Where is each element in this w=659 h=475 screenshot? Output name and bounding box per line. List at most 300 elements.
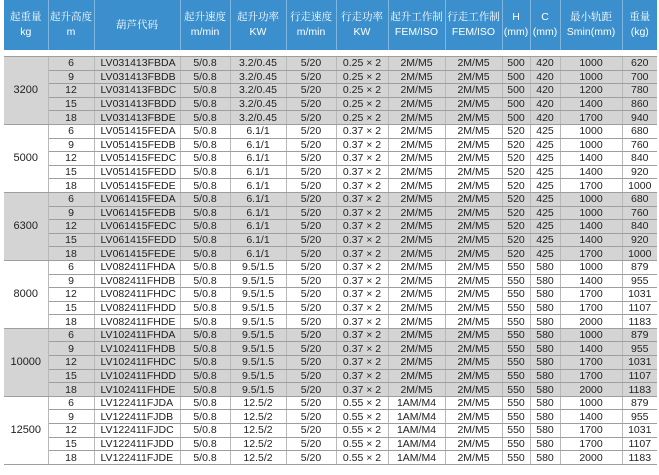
col-capacity-header: 起重量 kg [4, 0, 48, 50]
c-cell: 425 [530, 138, 560, 152]
weight-cell: 760 [622, 206, 657, 220]
lift-height-cell: 9 [48, 410, 94, 424]
lift-duty-cell: 1AM/M4 [388, 437, 445, 451]
lift-speed-cell: 5/0.8 [180, 396, 230, 410]
travel-speed-cell: 5/20 [286, 383, 336, 397]
h-cell: 550 [502, 342, 530, 356]
lift-speed-cell: 5/0.8 [180, 247, 230, 261]
travel-speed-cell: 5/20 [286, 97, 336, 111]
h-cell: 550 [502, 356, 530, 370]
travel-power-cell: 0.37 × 2 [336, 192, 388, 206]
lift-speed-cell: 5/0.8 [180, 301, 230, 315]
weight-cell: 1031 [622, 424, 657, 438]
table-row [4, 424, 657, 438]
table-row [4, 152, 657, 166]
table-row [4, 410, 657, 424]
travel-duty-cell: 2M/M5 [445, 233, 502, 247]
hoist-code-cell: LV122411FJDD [94, 437, 180, 451]
min-gauge-cell: 1400 [560, 342, 622, 356]
c-cell: 425 [530, 165, 560, 179]
weight-cell: 879 [622, 260, 657, 274]
travel-power-cell: 0.37 × 2 [336, 179, 388, 193]
lift-duty-cell: 1AM/M4 [388, 396, 445, 410]
lift-height-cell: 12 [48, 356, 94, 370]
c-cell: 425 [530, 247, 560, 261]
lift-duty-cell: 2M/M5 [388, 247, 445, 261]
hoist-code-cell: LV082411FHDA [94, 260, 180, 274]
hoist-code-cell: LV122411FJDE [94, 451, 180, 465]
travel-speed-cell: 5/20 [286, 220, 336, 234]
lift-duty-cell: 2M/M5 [388, 57, 445, 71]
capacity-cell: 6300 [4, 192, 48, 260]
c-cell: 580 [530, 328, 560, 342]
lift-speed-cell: 5/0.8 [180, 274, 230, 288]
lift-speed-cell: 5/0.8 [180, 315, 230, 329]
table-row [4, 437, 657, 451]
c-cell: 420 [530, 97, 560, 111]
travel-duty-cell: 2M/M5 [445, 206, 502, 220]
lift-power-cell: 9.5/1.5 [230, 288, 286, 302]
hoist-code-cell: LV031413FBDC [94, 84, 180, 98]
h-cell: 500 [502, 70, 530, 84]
min-gauge-cell: 1700 [560, 356, 622, 370]
c-cell: 580 [530, 410, 560, 424]
travel-power-cell: 0.37 × 2 [336, 152, 388, 166]
table-row [4, 111, 657, 125]
lift-height-cell: 9 [48, 274, 94, 288]
capacity-cell: 5000 [4, 124, 48, 192]
travel-power-cell: 0.37 × 2 [336, 124, 388, 138]
table-row [4, 138, 657, 152]
travel-power-cell: 0.55 × 2 [336, 424, 388, 438]
travel-duty-cell: 2M/M5 [445, 220, 502, 234]
weight-cell: 940 [622, 111, 657, 125]
lift-height-cell: 6 [48, 396, 94, 410]
table-row [4, 383, 657, 397]
lift-power-cell: 12.5/2 [230, 424, 286, 438]
weight-cell: 879 [622, 328, 657, 342]
travel-speed-cell: 5/20 [286, 424, 336, 438]
travel-duty-cell: 2M/M5 [445, 111, 502, 125]
lift-power-cell: 9.5/1.5 [230, 328, 286, 342]
h-cell: 550 [502, 288, 530, 302]
table-row [4, 165, 657, 179]
weight-cell: 879 [622, 396, 657, 410]
min-gauge-cell: 1700 [560, 369, 622, 383]
c-cell: 425 [530, 206, 560, 220]
c-cell: 425 [530, 220, 560, 234]
h-cell: 500 [502, 111, 530, 125]
travel-duty-cell: 2M/M5 [445, 124, 502, 138]
lift-power-cell: 6.1/1 [230, 152, 286, 166]
lift-height-cell: 12 [48, 424, 94, 438]
travel-power-cell: 0.37 × 2 [336, 369, 388, 383]
c-cell: 580 [530, 437, 560, 451]
min-gauge-cell: 1400 [560, 410, 622, 424]
lift-duty-cell: 2M/M5 [388, 233, 445, 247]
weight-cell: 1183 [622, 383, 657, 397]
min-gauge-cell: 1700 [560, 111, 622, 125]
lift-power-cell: 12.5/2 [230, 437, 286, 451]
min-gauge-cell: 1000 [560, 328, 622, 342]
travel-speed-cell: 5/20 [286, 396, 336, 410]
weight-cell: 955 [622, 342, 657, 356]
travel-power-cell: 0.37 × 2 [336, 288, 388, 302]
travel-duty-cell: 2M/M5 [445, 410, 502, 424]
lift-speed-cell: 5/0.8 [180, 84, 230, 98]
lift-speed-cell: 5/0.8 [180, 288, 230, 302]
hoist-code-cell: LV051415FEDE [94, 179, 180, 193]
lift-power-cell: 9.5/1.5 [230, 315, 286, 329]
col-h-header: H (mm) [502, 0, 530, 50]
lift-power-cell: 3.2/0.45 [230, 97, 286, 111]
min-gauge-cell: 1700 [560, 288, 622, 302]
lift-height-cell: 6 [48, 124, 94, 138]
hoist-code-cell: LV102411FHDD [94, 369, 180, 383]
weight-cell: 1107 [622, 301, 657, 315]
weight-cell: 760 [622, 138, 657, 152]
travel-duty-cell: 2M/M5 [445, 315, 502, 329]
lift-speed-cell: 5/0.8 [180, 165, 230, 179]
lift-power-cell: 3.2/0.45 [230, 70, 286, 84]
hoist-code-cell: LV122411FJDA [94, 396, 180, 410]
travel-power-cell: 0.55 × 2 [336, 410, 388, 424]
table-row [4, 220, 657, 234]
lift-duty-cell: 2M/M5 [388, 111, 445, 125]
lift-duty-cell: 2M/M5 [388, 342, 445, 356]
travel-duty-cell: 2M/M5 [445, 179, 502, 193]
c-cell: 580 [530, 260, 560, 274]
table-row [4, 260, 657, 274]
lift-height-cell: 18 [48, 383, 94, 397]
table-row [4, 288, 657, 302]
travel-duty-cell: 2M/M5 [445, 274, 502, 288]
travel-power-cell: 0.55 × 2 [336, 437, 388, 451]
lift-height-cell: 6 [48, 328, 94, 342]
travel-speed-cell: 5/20 [286, 152, 336, 166]
travel-power-cell: 0.37 × 2 [336, 274, 388, 288]
table-row [4, 70, 657, 84]
h-cell: 520 [502, 124, 530, 138]
col-hoist-code-header: 葫芦代码 [94, 0, 180, 50]
travel-speed-cell: 5/20 [286, 206, 336, 220]
lift-height-cell: 15 [48, 301, 94, 315]
lift-duty-cell: 2M/M5 [388, 383, 445, 397]
lift-power-cell: 6.1/1 [230, 124, 286, 138]
travel-duty-cell: 2M/M5 [445, 342, 502, 356]
travel-duty-cell: 2M/M5 [445, 288, 502, 302]
travel-duty-cell: 2M/M5 [445, 328, 502, 342]
lift-power-cell: 6.1/1 [230, 233, 286, 247]
weight-cell: 1000 [622, 179, 657, 193]
weight-cell: 620 [622, 57, 657, 71]
weight-cell: 860 [622, 97, 657, 111]
travel-speed-cell: 5/20 [286, 437, 336, 451]
min-gauge-cell: 1000 [560, 124, 622, 138]
hoist-code-cell: LV061415FEDE [94, 247, 180, 261]
lift-height-cell: 6 [48, 192, 94, 206]
hoist-code-cell: LV082411FHDB [94, 274, 180, 288]
min-gauge-cell: 1000 [560, 138, 622, 152]
hoist-code-cell: LV102411FHDB [94, 342, 180, 356]
min-gauge-cell: 1400 [560, 97, 622, 111]
c-cell: 580 [530, 396, 560, 410]
col-weight-header: 重量 (kg) [622, 0, 657, 50]
c-cell: 580 [530, 301, 560, 315]
table-row [4, 179, 657, 193]
travel-duty-cell: 2M/M5 [445, 356, 502, 370]
lift-duty-cell: 2M/M5 [388, 70, 445, 84]
lift-height-cell: 9 [48, 342, 94, 356]
travel-power-cell: 0.37 × 2 [336, 206, 388, 220]
travel-speed-cell: 5/20 [286, 328, 336, 342]
h-cell: 520 [502, 138, 530, 152]
lift-height-cell: 12 [48, 220, 94, 234]
lift-speed-cell: 5/0.8 [180, 437, 230, 451]
capacity-cell: 10000 [4, 328, 48, 396]
travel-power-cell: 0.37 × 2 [336, 356, 388, 370]
lift-speed-cell: 5/0.8 [180, 342, 230, 356]
lift-power-cell: 9.5/1.5 [230, 356, 286, 370]
weight-cell: 680 [622, 124, 657, 138]
weight-cell: 1107 [622, 437, 657, 451]
travel-speed-cell: 5/20 [286, 247, 336, 261]
h-cell: 550 [502, 410, 530, 424]
c-cell: 580 [530, 315, 560, 329]
lift-power-cell: 9.5/1.5 [230, 369, 286, 383]
travel-speed-cell: 5/20 [286, 179, 336, 193]
h-cell: 520 [502, 220, 530, 234]
travel-speed-cell: 5/20 [286, 288, 336, 302]
table-body [4, 57, 657, 465]
lift-speed-cell: 5/0.8 [180, 97, 230, 111]
lift-power-cell: 3.2/0.45 [230, 111, 286, 125]
hoist-code-cell: LV061415FEDA [94, 192, 180, 206]
hoist-code-cell: LV061415FEDC [94, 220, 180, 234]
col-lift-power-header: 起升功率 KW [230, 0, 286, 50]
weight-cell: 1000 [622, 247, 657, 261]
travel-speed-cell: 5/20 [286, 57, 336, 71]
travel-power-cell: 0.37 × 2 [336, 247, 388, 261]
hoist-code-cell: LV051415FEDA [94, 124, 180, 138]
lift-speed-cell: 5/0.8 [180, 383, 230, 397]
min-gauge-cell: 1400 [560, 165, 622, 179]
weight-cell: 780 [622, 84, 657, 98]
lift-height-cell: 15 [48, 233, 94, 247]
table-row [4, 342, 657, 356]
table-row [4, 396, 657, 410]
min-gauge-cell: 2000 [560, 451, 622, 465]
travel-duty-cell: 2M/M5 [445, 97, 502, 111]
travel-speed-cell: 5/20 [286, 111, 336, 125]
travel-power-cell: 0.25 × 2 [336, 84, 388, 98]
weight-cell: 1107 [622, 369, 657, 383]
travel-speed-cell: 5/20 [286, 84, 336, 98]
travel-power-cell: 0.25 × 2 [336, 70, 388, 84]
lift-speed-cell: 5/0.8 [180, 152, 230, 166]
travel-speed-cell: 5/20 [286, 233, 336, 247]
travel-speed-cell: 5/20 [286, 260, 336, 274]
table-row [4, 369, 657, 383]
table-row [4, 124, 657, 138]
travel-speed-cell: 5/20 [286, 192, 336, 206]
h-cell: 550 [502, 315, 530, 329]
travel-power-cell: 0.37 × 2 [336, 165, 388, 179]
travel-speed-cell: 5/20 [286, 410, 336, 424]
weight-cell: 920 [622, 165, 657, 179]
hoist-code-cell: LV082411FHDC [94, 288, 180, 302]
hoist-code-cell: LV051415FEDC [94, 152, 180, 166]
h-cell: 550 [502, 451, 530, 465]
h-cell: 550 [502, 424, 530, 438]
lift-duty-cell: 2M/M5 [388, 152, 445, 166]
lift-height-cell: 18 [48, 111, 94, 125]
travel-duty-cell: 2M/M5 [445, 70, 502, 84]
hoist-code-cell: LV061415FEDB [94, 206, 180, 220]
min-gauge-cell: 1400 [560, 220, 622, 234]
weight-cell: 920 [622, 233, 657, 247]
lift-power-cell: 6.1/1 [230, 165, 286, 179]
min-gauge-cell: 1400 [560, 152, 622, 166]
travel-duty-cell: 2M/M5 [445, 424, 502, 438]
lift-duty-cell: 2M/M5 [388, 315, 445, 329]
lift-speed-cell: 5/0.8 [180, 138, 230, 152]
lift-power-cell: 9.5/1.5 [230, 342, 286, 356]
c-cell: 580 [530, 342, 560, 356]
min-gauge-cell: 1000 [560, 192, 622, 206]
travel-speed-cell: 5/20 [286, 274, 336, 288]
min-gauge-cell: 1000 [560, 70, 622, 84]
lift-speed-cell: 5/0.8 [180, 356, 230, 370]
travel-duty-cell: 2M/M5 [445, 84, 502, 98]
lift-height-cell: 6 [48, 57, 94, 71]
hoist-code-cell: LV031413FBDD [94, 97, 180, 111]
hoist-code-cell: LV102411FHDA [94, 328, 180, 342]
weight-cell: 700 [622, 70, 657, 84]
table-row [4, 328, 657, 342]
lift-speed-cell: 5/0.8 [180, 424, 230, 438]
lift-height-cell: 15 [48, 437, 94, 451]
lift-power-cell: 6.1/1 [230, 220, 286, 234]
c-cell: 425 [530, 233, 560, 247]
min-gauge-cell: 2000 [560, 383, 622, 397]
capacity-cell: 3200 [4, 57, 48, 125]
col-lift-speed-header: 起升速度 m/min [180, 0, 230, 50]
lift-height-cell: 15 [48, 165, 94, 179]
hoist-code-cell: LV122411FJDC [94, 424, 180, 438]
lift-duty-cell: 2M/M5 [388, 274, 445, 288]
c-cell: 420 [530, 57, 560, 71]
table-header [4, 0, 657, 57]
min-gauge-cell: 2000 [560, 315, 622, 329]
h-cell: 520 [502, 233, 530, 247]
weight-cell: 1031 [622, 356, 657, 370]
travel-speed-cell: 5/20 [286, 138, 336, 152]
min-gauge-cell: 1000 [560, 206, 622, 220]
travel-duty-cell: 2M/M5 [445, 247, 502, 261]
c-cell: 425 [530, 192, 560, 206]
c-cell: 580 [530, 274, 560, 288]
travel-duty-cell: 2M/M5 [445, 138, 502, 152]
min-gauge-cell: 1400 [560, 274, 622, 288]
travel-power-cell: 0.37 × 2 [336, 260, 388, 274]
hoist-code-cell: LV122411FJDB [94, 410, 180, 424]
weight-cell: 1031 [622, 288, 657, 302]
travel-duty-cell: 2M/M5 [445, 301, 502, 315]
travel-power-cell: 0.37 × 2 [336, 342, 388, 356]
travel-power-cell: 0.25 × 2 [336, 97, 388, 111]
c-cell: 420 [530, 111, 560, 125]
lift-duty-cell: 2M/M5 [388, 124, 445, 138]
min-gauge-cell: 1700 [560, 301, 622, 315]
c-cell: 580 [530, 451, 560, 465]
lift-height-cell: 15 [48, 369, 94, 383]
travel-speed-cell: 5/20 [286, 451, 336, 465]
hoist-code-cell: LV061415FEDD [94, 233, 180, 247]
lift-duty-cell: 2M/M5 [388, 260, 445, 274]
lift-duty-cell: 1AM/M4 [388, 410, 445, 424]
travel-duty-cell: 2M/M5 [445, 369, 502, 383]
lift-speed-cell: 5/0.8 [180, 206, 230, 220]
h-cell: 550 [502, 437, 530, 451]
lift-duty-cell: 2M/M5 [388, 192, 445, 206]
table-row [4, 192, 657, 206]
lift-height-cell: 18 [48, 179, 94, 193]
col-lift-duty-header: 起升工作制 FEM/ISO [388, 0, 445, 50]
travel-duty-cell: 2M/M5 [445, 165, 502, 179]
c-cell: 425 [530, 124, 560, 138]
hoist-code-cell: LV031413FBDE [94, 111, 180, 125]
weight-cell: 955 [622, 274, 657, 288]
lift-speed-cell: 5/0.8 [180, 410, 230, 424]
table-row [4, 233, 657, 247]
min-gauge-cell: 1700 [560, 179, 622, 193]
lift-duty-cell: 2M/M5 [388, 356, 445, 370]
travel-power-cell: 0.55 × 2 [336, 396, 388, 410]
lift-height-cell: 12 [48, 288, 94, 302]
travel-power-cell: 0.25 × 2 [336, 111, 388, 125]
table-row [4, 247, 657, 261]
c-cell: 580 [530, 288, 560, 302]
lift-duty-cell: 2M/M5 [388, 328, 445, 342]
weight-cell: 840 [622, 152, 657, 166]
lift-power-cell: 12.5/2 [230, 410, 286, 424]
lift-duty-cell: 2M/M5 [388, 369, 445, 383]
lift-power-cell: 12.5/2 [230, 451, 286, 465]
lift-height-cell: 9 [48, 206, 94, 220]
hoist-code-cell: LV031413FBDA [94, 57, 180, 71]
lift-speed-cell: 5/0.8 [180, 179, 230, 193]
travel-power-cell: 0.37 × 2 [336, 138, 388, 152]
hoist-code-cell: LV051415FEDD [94, 165, 180, 179]
lift-height-cell: 12 [48, 84, 94, 98]
table-row [4, 451, 657, 465]
lift-speed-cell: 5/0.8 [180, 220, 230, 234]
min-gauge-cell: 1700 [560, 437, 622, 451]
travel-duty-cell: 2M/M5 [445, 437, 502, 451]
h-cell: 550 [502, 274, 530, 288]
lift-speed-cell: 5/0.8 [180, 328, 230, 342]
hoist-code-cell: LV031413FBDB [94, 70, 180, 84]
lift-duty-cell: 2M/M5 [388, 288, 445, 302]
h-cell: 550 [502, 328, 530, 342]
travel-duty-cell: 2M/M5 [445, 396, 502, 410]
h-cell: 520 [502, 192, 530, 206]
min-gauge-cell: 1200 [560, 84, 622, 98]
lift-speed-cell: 5/0.8 [180, 57, 230, 71]
lift-power-cell: 6.1/1 [230, 138, 286, 152]
lift-speed-cell: 5/0.8 [180, 111, 230, 125]
